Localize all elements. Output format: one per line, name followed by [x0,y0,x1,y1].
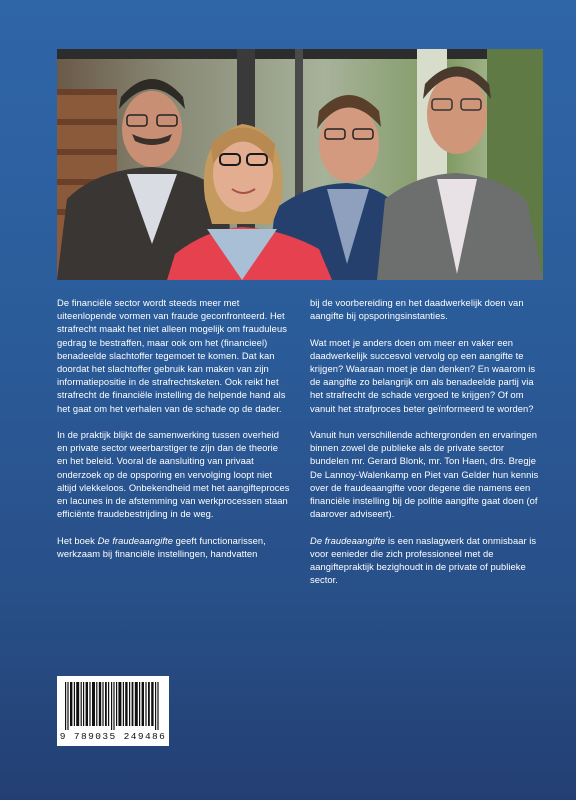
book-title: De fraudeaangifte [97,534,173,546]
isbn-barcode [57,676,169,746]
text-column-left [57,296,290,573]
book-title-closing: De fraudeaangifte [310,534,386,546]
closing-text: is een naslagwerk dat onmisbaar is voor eenieder die zich professioneel met de aangiftepraktijk bezighoudt in de private of publieke sector. [310,534,537,586]
text-column-right [310,296,543,600]
book-text-before: Het boek [57,534,98,546]
isbn-number: 9 789035 249486 [59,731,167,742]
practice-paragraph: In de praktijk blijkt de samenwerking tussen overheid en private sector weerbarstiger te zijn dan de theorie en het beleid. Vooral de aansluiting van privaat onderzoek op de opsporing en vervolging loopt niet altijd vlekkeloos. Onbekendheid met het aangifteproces en lacunes in de afstemming van werkprocessen staan efficiënte fraudebestrijding in de weg. [57,429,290,520]
authors-paragraph: Vanuit hun verschillende achtergronden en ervaringen binnen zowel de publieke als de private sector bundelen mr. Gerard Blonk, mr. Ton Haen, drs. Bregje De Lannoy-Walenkamp en Piet van Gelder hun kennis over de fraudeaangifte voor degene die namens een financiële instelling bij de politie aangifte gaat doen (of daarover adviseert). [310,429,539,520]
questions-paragraph: Wat moet je anders doen om meer en vaker een daadwerkelijk succesvol vervolg op een aangifte te krijgen? Waaraan moet je dan denken? En waarom is de aangifte zo belangrijk om als benadeelde partij via het strafrecht de schade vergoed te krijgen? Of om vanuit het strafproces beter geïnformeerd te worden? [310,336,536,414]
barcode-bars [57,676,169,732]
intro-paragraph: De financiële sector wordt steeds meer met uiteenlopende vormen van fraude geconfronteerd. Het strafrecht maakt het niet alleen mogelijk om frauduleus gedrag te bestraffen, maar ook om het (financieel) benadeelde slachtoffer tegemoet te komen. Dat kan doordat het slachtoffer gebruik kan maken van zijn informatiepositie in de strafrechtsketen. Ook reikt het strafrecht de financiële instelling de helpende hand als het gaat om het verhalen van de schade op de dader. [57,297,287,414]
authors-photo [57,49,543,280]
book-paragraph-start [57,534,290,560]
closing-paragraph [310,534,543,587]
book-paragraph-continued: bij de voorbereiding en het daadwerkelijk doen van aangifte bij opsporingsinstanties. [310,297,524,322]
book-text-after: geeft functionarissen, werkzaam bij financiële instellingen, handvatten [57,534,266,559]
